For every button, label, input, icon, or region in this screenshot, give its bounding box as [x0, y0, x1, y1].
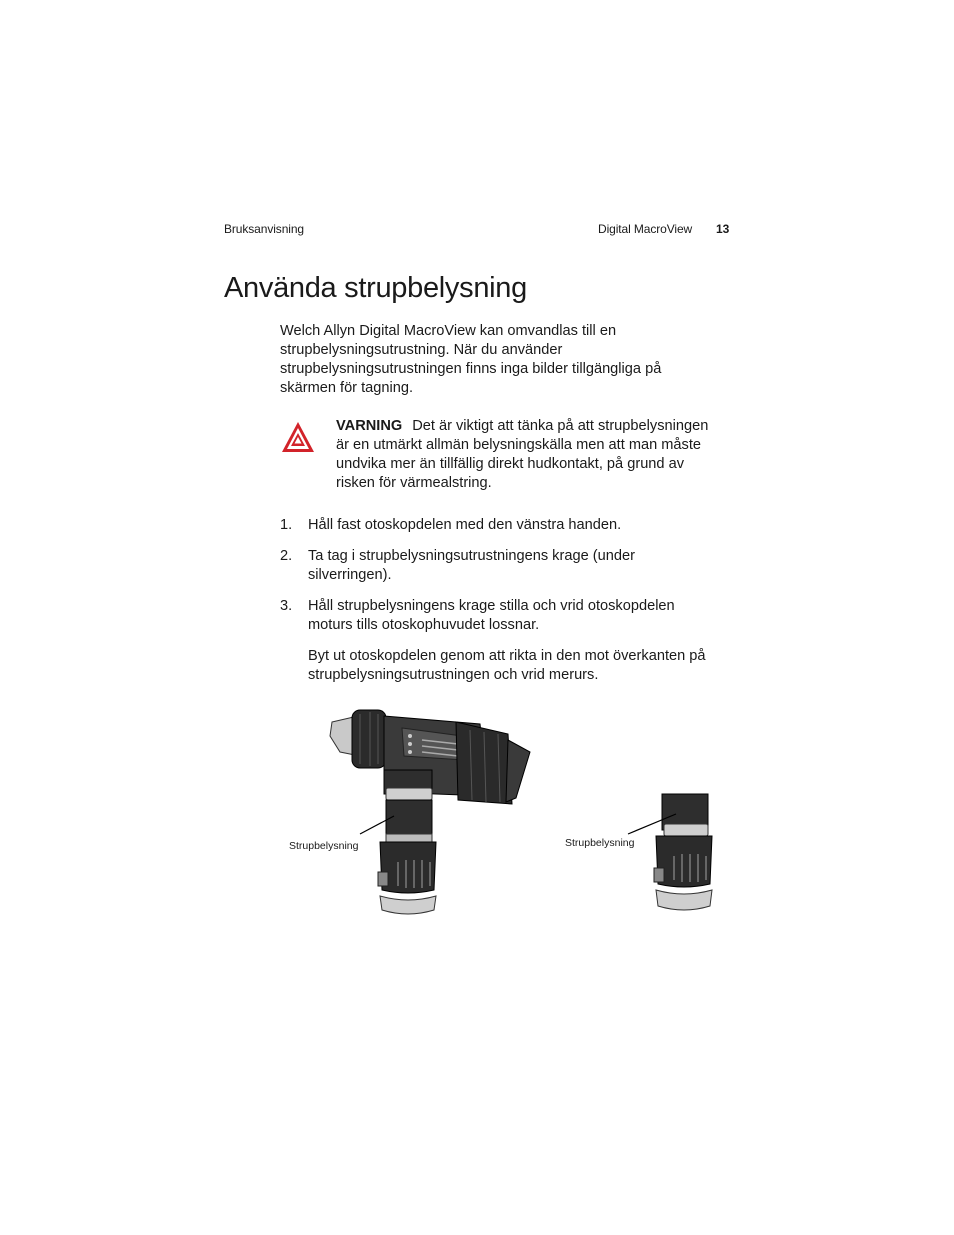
callout-label-left: Strupbelysning: [289, 840, 359, 852]
warning-triangle-icon: [280, 420, 316, 454]
step-number: 1.: [280, 517, 293, 533]
warning-label: VARNING: [336, 418, 403, 434]
extra-paragraph: Byt ut otoskopdelen genom att rikta in den mot överkanten på strupbelysningsutrustningen och vrid merurs.: [308, 648, 706, 683]
otoscope-assembled: [330, 710, 530, 914]
device-illustration: [280, 700, 730, 920]
step-text: Håll fast otoskopdelen med den vänstra handen.: [308, 517, 622, 533]
illuminator-separate: [628, 794, 712, 910]
warning-text: Det är viktigt att tänka på att strupbelysningen är en utmärkt allmän belysningskälla men att man måste undvika mer än tillfällig direkt hudkontakt, på grund av risken för värmealstring.: [336, 418, 709, 491]
header-left: Bruksanvisning: [224, 222, 304, 236]
step-number: 3.: [280, 598, 293, 614]
callout-label-right: Strupbelysning: [565, 837, 635, 849]
page-number: 13: [716, 222, 730, 236]
page-title: Använda strupbelysning: [224, 272, 527, 304]
step-text: Ta tag i strupbelysningsutrustningens krage (under silverringen).: [308, 548, 635, 583]
header-right: Digital MacroView: [598, 222, 693, 236]
step-number: 2.: [280, 548, 293, 564]
intro-paragraph: Welch Allyn Digital MacroView kan omvandlas till en strupbelysningsutrustning. När du använder strupbelysningsutrustningen finns inga bilder tillgängliga på skärmen för tagning.: [280, 323, 662, 396]
step-text: Håll strupbelysningens krage stilla och vrid otoskopdelen moturs tills otoskophuvudet lossnar.: [308, 598, 675, 633]
warning-block: [336, 417, 716, 493]
